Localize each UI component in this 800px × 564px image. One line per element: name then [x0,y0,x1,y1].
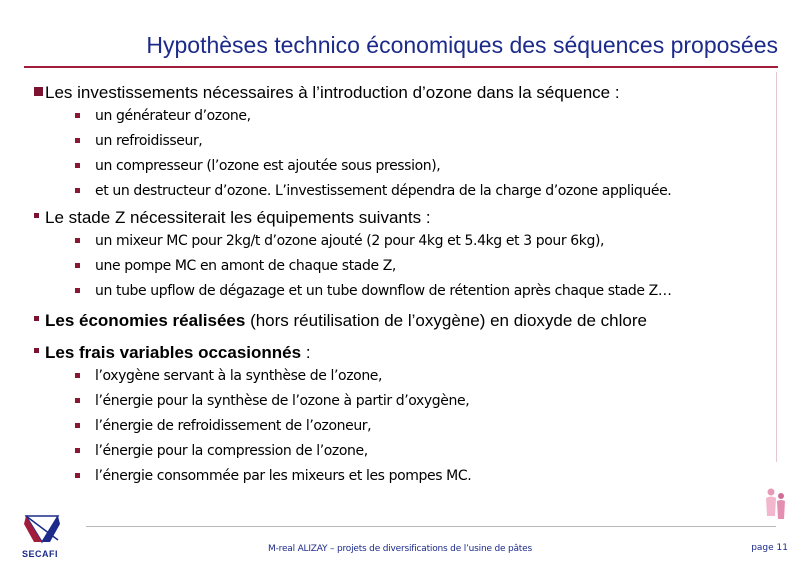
section-investments [34,82,764,104]
section-text: : [301,343,311,362]
logo-text: SECAFI [22,549,59,559]
section-bold: Les économies réalisées [45,311,246,330]
page-number: page 11 [751,543,788,553]
list-item: un mixeur MC pour 2kg/t d’ozone ajouté (2 pour 4kg et 5.4kg et 3 pour 6kg), [34,229,764,254]
section-bold: Les frais variables occasionnés [45,343,302,362]
square-bullet-icon [75,448,80,453]
list-item: un refroidisseur, [34,129,764,154]
square-bullet-icon [34,87,43,96]
list-item: un compresseur (l’ozone est ajoutée sous pression), [34,154,764,179]
square-bullet-icon [75,188,80,193]
section-savings [34,310,764,332]
section-stage-z [34,207,764,229]
figures-decoration-icon [762,486,790,522]
list-item: l’énergie consommée par les mixeurs et les pompes MC. [34,464,764,489]
square-bullet-icon [34,316,39,321]
footer-divider [86,526,776,527]
section-text: (hors réutilisation de l’oxygène) en dioxyde de chlore [245,311,647,330]
list-item: un tube upflow de dégazage et un tube downflow de rétention après chaque stade Z… [34,279,764,304]
square-bullet-icon [75,423,80,428]
list-item: et un destructeur d’ozone. L’investissement dépendra de la charge d’ozone appliquée. [34,179,764,204]
square-bullet-icon [75,263,80,268]
square-bullet-icon [75,373,80,378]
footer-caption: M-real ALIZAY – projets de diversifications de l’usine de pâtes [268,544,532,554]
slide-title: Hypothèses technico économiques des séquences proposées [146,32,778,58]
square-bullet-icon [75,138,80,143]
square-bullet-icon [75,288,80,293]
square-bullet-icon [75,398,80,403]
list-item: un générateur d’ozone, [34,104,764,129]
list-item: l’énergie pour la synthèse de l’ozone à partir d’oxygène, [34,389,764,414]
title-divider [24,66,778,68]
secafi-logo-icon [22,514,62,544]
section-text: Les investissements nécessaires à l’introduction d’ozone dans la séquence : [45,83,620,102]
square-bullet-icon [34,348,39,353]
right-margin-line [776,72,777,462]
slide-body [34,82,764,489]
list-item: une pompe MC en amont de chaque stade Z, [34,254,764,279]
square-bullet-icon [75,113,80,118]
square-bullet-icon [75,473,80,478]
square-bullet-icon [75,163,80,168]
list-item: l’énergie de refroidissement de l’ozoneur, [34,414,764,439]
list-item: l’oxygène servant à la synthèse de l’ozone, [34,364,764,389]
list-item: l’énergie pour la compression de l’ozone, [34,439,764,464]
section-variable-costs [34,342,764,364]
square-bullet-icon [75,238,80,243]
square-bullet-icon [34,213,39,218]
section-text: Le stade Z nécessiterait les équipements suivants : [45,208,431,227]
